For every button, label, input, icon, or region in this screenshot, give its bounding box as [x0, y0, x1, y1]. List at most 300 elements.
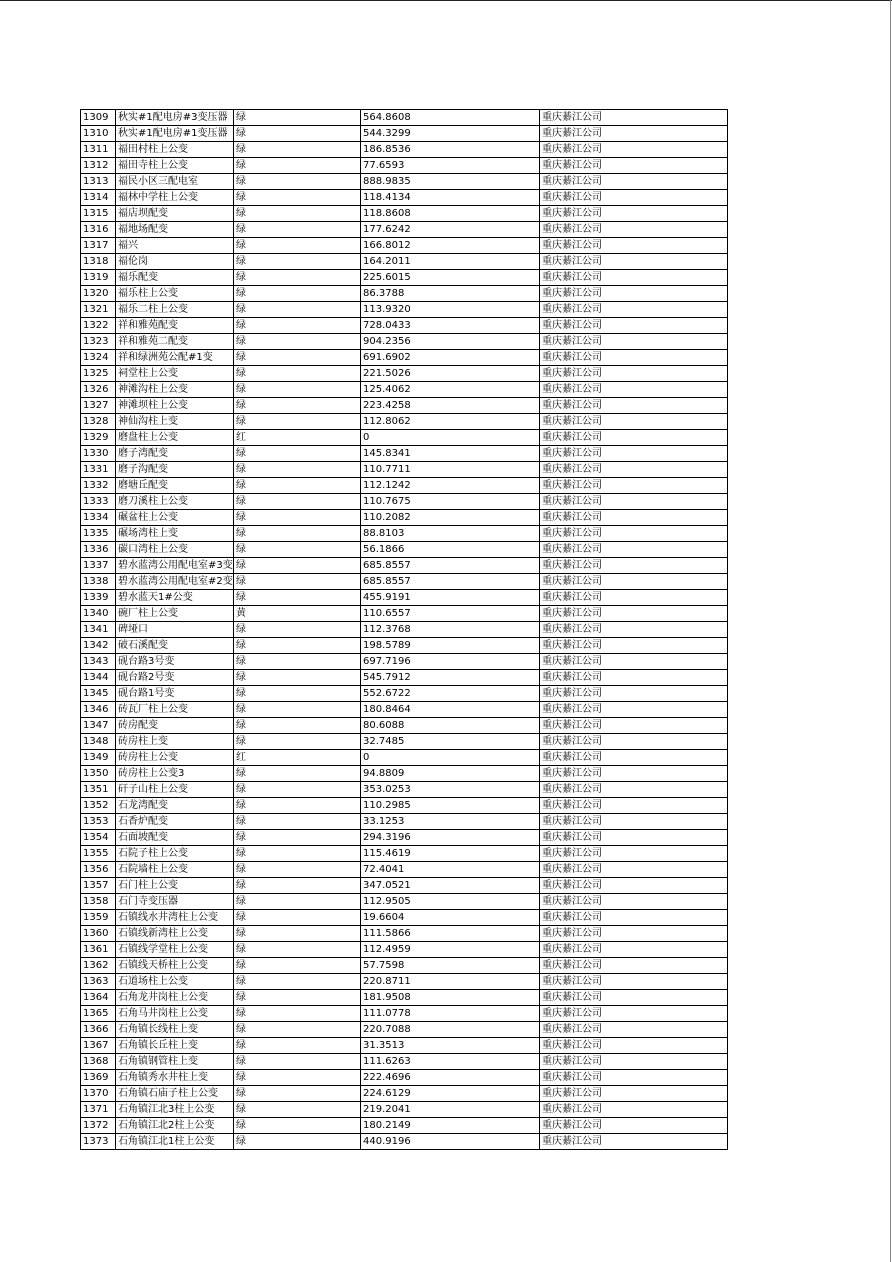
station-name-cell: 祠堂柱上公变: [116, 366, 234, 382]
value-cell: 904.2356: [361, 334, 540, 350]
value-cell: 697.7196: [361, 654, 540, 670]
row-id-cell: 1363: [81, 974, 116, 990]
station-name-cell: 福兴: [116, 238, 234, 254]
row-id-cell: 1353: [81, 814, 116, 830]
station-name-cell: 神滩沟柱上公变: [116, 382, 234, 398]
company-cell: 重庆綦江公司: [540, 734, 728, 750]
value-cell: 222.4696: [361, 1070, 540, 1086]
row-id-cell: 1334: [81, 510, 116, 526]
table-row: [81, 126, 728, 142]
row-id-cell: 1349: [81, 750, 116, 766]
row-id-cell: 1373: [81, 1134, 116, 1150]
row-id-cell: 1361: [81, 942, 116, 958]
station-name-cell: 石角镇长丘柱上变: [116, 1038, 234, 1054]
value-cell: 353.0253: [361, 782, 540, 798]
value-cell: 180.2149: [361, 1118, 540, 1134]
row-id-cell: 1339: [81, 590, 116, 606]
station-name-cell: 石角龙井岗柱上公变: [116, 990, 234, 1006]
status-cell: 绿: [234, 334, 361, 350]
value-cell: 110.2985: [361, 798, 540, 814]
status-cell: 绿: [234, 910, 361, 926]
station-name-cell: 福田寺柱上公变: [116, 158, 234, 174]
row-id-cell: 1367: [81, 1038, 116, 1054]
status-cell: 红: [234, 430, 361, 446]
table-row: [81, 846, 728, 862]
status-cell: 绿: [234, 414, 361, 430]
status-cell: 绿: [234, 462, 361, 478]
row-id-cell: 1317: [81, 238, 116, 254]
station-name-cell: 福林中学柱上公变: [116, 190, 234, 206]
value-cell: 80.6088: [361, 718, 540, 734]
value-cell: 220.7088: [361, 1022, 540, 1038]
status-cell: 绿: [234, 958, 361, 974]
station-name-cell: 砚台路2号变: [116, 670, 234, 686]
company-cell: 重庆綦江公司: [540, 878, 728, 894]
table-row: [81, 350, 728, 366]
company-cell: 重庆綦江公司: [540, 958, 728, 974]
value-cell: 112.3768: [361, 622, 540, 638]
status-cell: 绿: [234, 478, 361, 494]
company-cell: 重庆綦江公司: [540, 782, 728, 798]
station-name-cell: 石院墙柱上公变: [116, 862, 234, 878]
status-cell: 绿: [234, 718, 361, 734]
row-id-cell: 1323: [81, 334, 116, 350]
station-name-cell: 石镇线学堂柱上公变: [116, 942, 234, 958]
station-name-cell: 碳口湾柱上公变: [116, 542, 234, 558]
value-cell: 72.4041: [361, 862, 540, 878]
station-name-cell: 福地场配变: [116, 222, 234, 238]
station-name-cell: 石面坡配变: [116, 830, 234, 846]
table-row: [81, 590, 728, 606]
table-row: [81, 1006, 728, 1022]
company-cell: 重庆綦江公司: [540, 894, 728, 910]
value-cell: 691.6902: [361, 350, 540, 366]
company-cell: 重庆綦江公司: [540, 142, 728, 158]
table-row: [81, 878, 728, 894]
row-id-cell: 1337: [81, 558, 116, 574]
company-cell: 重庆綦江公司: [540, 1022, 728, 1038]
value-cell: 118.8608: [361, 206, 540, 222]
status-cell: 绿: [234, 942, 361, 958]
station-name-cell: 石香炉配变: [116, 814, 234, 830]
status-cell: 绿: [234, 702, 361, 718]
company-cell: 重庆綦江公司: [540, 510, 728, 526]
row-id-cell: 1345: [81, 686, 116, 702]
table-row: [81, 238, 728, 254]
station-name-cell: 碧水蓝天1#公变: [116, 590, 234, 606]
value-cell: 224.6129: [361, 1086, 540, 1102]
table-row: [81, 750, 728, 766]
value-cell: 221.5026: [361, 366, 540, 382]
table-row: [81, 1102, 728, 1118]
value-cell: 544.3299: [361, 126, 540, 142]
table-row: [81, 718, 728, 734]
table-row: [81, 206, 728, 222]
station-name-cell: 石院子柱上公变: [116, 846, 234, 862]
status-cell: 绿: [234, 494, 361, 510]
value-cell: 56.1866: [361, 542, 540, 558]
company-cell: 重庆綦江公司: [540, 350, 728, 366]
row-id-cell: 1326: [81, 382, 116, 398]
station-name-cell: 石角镇长线柱上变: [116, 1022, 234, 1038]
row-id-cell: 1357: [81, 878, 116, 894]
table-row: [81, 334, 728, 350]
station-name-cell: 石门柱上公变: [116, 878, 234, 894]
value-cell: 0: [361, 750, 540, 766]
row-id-cell: 1332: [81, 478, 116, 494]
company-cell: 重庆綦江公司: [540, 974, 728, 990]
value-cell: 112.1242: [361, 478, 540, 494]
company-cell: 重庆綦江公司: [540, 622, 728, 638]
status-cell: 绿: [234, 542, 361, 558]
row-id-cell: 1365: [81, 1006, 116, 1022]
status-cell: 绿: [234, 1102, 361, 1118]
table-row: [81, 798, 728, 814]
value-cell: 455.9191: [361, 590, 540, 606]
table-row: [81, 190, 728, 206]
company-cell: 重庆綦江公司: [540, 862, 728, 878]
row-id-cell: 1309: [81, 110, 116, 126]
page-right-border: [890, 0, 891, 1262]
table-row: [81, 654, 728, 670]
value-cell: 225.6015: [361, 270, 540, 286]
company-cell: 重庆綦江公司: [540, 382, 728, 398]
status-cell: 绿: [234, 974, 361, 990]
row-id-cell: 1313: [81, 174, 116, 190]
table-row: [81, 382, 728, 398]
station-name-cell: 石龙湾配变: [116, 798, 234, 814]
status-cell: 红: [234, 750, 361, 766]
company-cell: 重庆綦江公司: [540, 526, 728, 542]
station-name-cell: 碧水蓝湾公用配电室#2变: [116, 574, 234, 590]
table-row: [81, 1054, 728, 1070]
row-id-cell: 1328: [81, 414, 116, 430]
station-name-cell: 石角镇江北1柱上公变: [116, 1134, 234, 1150]
row-id-cell: 1331: [81, 462, 116, 478]
value-cell: 685.8557: [361, 574, 540, 590]
company-cell: 重庆綦江公司: [540, 654, 728, 670]
station-name-cell: 秋实#1配电房#3变压器: [116, 110, 234, 126]
row-id-cell: 1325: [81, 366, 116, 382]
status-cell: 绿: [234, 862, 361, 878]
row-id-cell: 1371: [81, 1102, 116, 1118]
station-name-cell: 祥和雅苑配变: [116, 318, 234, 334]
row-id-cell: 1336: [81, 542, 116, 558]
table-row: [81, 510, 728, 526]
table-row: [81, 1070, 728, 1086]
table-row: [81, 398, 728, 414]
row-id-cell: 1354: [81, 830, 116, 846]
row-id-cell: 1341: [81, 622, 116, 638]
station-name-cell: 砖瓦厂柱上公变: [116, 702, 234, 718]
row-id-cell: 1344: [81, 670, 116, 686]
row-id-cell: 1318: [81, 254, 116, 270]
table-row: [81, 574, 728, 590]
station-name-cell: 碾盆柱上公变: [116, 510, 234, 526]
company-cell: 重庆綦江公司: [540, 1102, 728, 1118]
data-table: [80, 109, 728, 1150]
row-id-cell: 1359: [81, 910, 116, 926]
station-name-cell: 碑垭口: [116, 622, 234, 638]
station-name-cell: 福乐配变: [116, 270, 234, 286]
row-id-cell: 1333: [81, 494, 116, 510]
station-name-cell: 破石溪配变: [116, 638, 234, 654]
company-cell: 重庆綦江公司: [540, 574, 728, 590]
station-name-cell: 福店坝配变: [116, 206, 234, 222]
status-cell: 绿: [234, 654, 361, 670]
company-cell: 重庆綦江公司: [540, 1054, 728, 1070]
status-cell: 绿: [234, 782, 361, 798]
status-cell: 绿: [234, 846, 361, 862]
value-cell: 545.7912: [361, 670, 540, 686]
station-name-cell: 福乐二柱上公变: [116, 302, 234, 318]
company-cell: 重庆綦江公司: [540, 254, 728, 270]
row-id-cell: 1366: [81, 1022, 116, 1038]
company-cell: 重庆綦江公司: [540, 718, 728, 734]
company-cell: 重庆綦江公司: [540, 286, 728, 302]
station-name-cell: 石镇线新湾柱上公变: [116, 926, 234, 942]
company-cell: 重庆綦江公司: [540, 1086, 728, 1102]
table-row: [81, 558, 728, 574]
company-cell: 重庆綦江公司: [540, 190, 728, 206]
station-name-cell: 矸子山柱上公变: [116, 782, 234, 798]
company-cell: 重庆綦江公司: [540, 174, 728, 190]
row-id-cell: 1312: [81, 158, 116, 174]
value-cell: 0: [361, 430, 540, 446]
status-cell: 绿: [234, 446, 361, 462]
table-row: [81, 894, 728, 910]
table-row: [81, 1022, 728, 1038]
row-id-cell: 1350: [81, 766, 116, 782]
company-cell: 重庆綦江公司: [540, 302, 728, 318]
row-id-cell: 1310: [81, 126, 116, 142]
row-id-cell: 1322: [81, 318, 116, 334]
table-row: [81, 942, 728, 958]
row-id-cell: 1319: [81, 270, 116, 286]
value-cell: 888.9835: [361, 174, 540, 190]
company-cell: 重庆綦江公司: [540, 702, 728, 718]
station-name-cell: 砖房柱上公变3: [116, 766, 234, 782]
company-cell: 重庆綦江公司: [540, 926, 728, 942]
station-name-cell: 神仙沟柱上变: [116, 414, 234, 430]
company-cell: 重庆綦江公司: [540, 766, 728, 782]
table-row: [81, 910, 728, 926]
status-cell: 绿: [234, 622, 361, 638]
station-name-cell: 福民小区三配电室: [116, 174, 234, 190]
value-cell: 88.8103: [361, 526, 540, 542]
status-cell: 绿: [234, 382, 361, 398]
station-name-cell: 砚台路3号变: [116, 654, 234, 670]
company-cell: 重庆綦江公司: [540, 750, 728, 766]
station-name-cell: 磨盘柱上公变: [116, 430, 234, 446]
table-row: [81, 494, 728, 510]
value-cell: 111.6263: [361, 1054, 540, 1070]
station-name-cell: 石道场柱上公变: [116, 974, 234, 990]
value-cell: 112.4959: [361, 942, 540, 958]
row-id-cell: 1356: [81, 862, 116, 878]
row-id-cell: 1360: [81, 926, 116, 942]
status-cell: 绿: [234, 638, 361, 654]
value-cell: 33.1253: [361, 814, 540, 830]
status-cell: 绿: [234, 1038, 361, 1054]
company-cell: 重庆綦江公司: [540, 366, 728, 382]
station-name-cell: 石门寺变压器: [116, 894, 234, 910]
value-cell: 111.0778: [361, 1006, 540, 1022]
company-cell: 重庆綦江公司: [540, 670, 728, 686]
status-cell: 绿: [234, 238, 361, 254]
value-cell: 294.3196: [361, 830, 540, 846]
status-cell: 绿: [234, 510, 361, 526]
row-id-cell: 1348: [81, 734, 116, 750]
value-cell: 181.9508: [361, 990, 540, 1006]
value-cell: 110.7711: [361, 462, 540, 478]
station-name-cell: 石镇线天桥柱上公变: [116, 958, 234, 974]
table-row: [81, 702, 728, 718]
row-id-cell: 1346: [81, 702, 116, 718]
table-row: [81, 270, 728, 286]
station-name-cell: 碗厂柱上公变: [116, 606, 234, 622]
value-cell: 180.8464: [361, 702, 540, 718]
company-cell: 重庆綦江公司: [540, 126, 728, 142]
status-cell: 绿: [234, 158, 361, 174]
station-name-cell: 祥和绿洲苑公配#1变: [116, 350, 234, 366]
table-row: [81, 670, 728, 686]
table-row: [81, 734, 728, 750]
table-row: [81, 222, 728, 238]
status-cell: 绿: [234, 558, 361, 574]
value-cell: 115.4619: [361, 846, 540, 862]
table-row: [81, 158, 728, 174]
company-cell: 重庆綦江公司: [540, 494, 728, 510]
row-id-cell: 1372: [81, 1118, 116, 1134]
table-row: [81, 782, 728, 798]
value-cell: 77.6593: [361, 158, 540, 174]
row-id-cell: 1335: [81, 526, 116, 542]
value-cell: 19.6604: [361, 910, 540, 926]
status-cell: 绿: [234, 686, 361, 702]
value-cell: 113.9320: [361, 302, 540, 318]
table-row: [81, 926, 728, 942]
company-cell: 重庆綦江公司: [540, 1118, 728, 1134]
station-name-cell: 祥和雅苑二配变: [116, 334, 234, 350]
company-cell: 重庆綦江公司: [540, 846, 728, 862]
status-cell: 绿: [234, 878, 361, 894]
value-cell: 125.4062: [361, 382, 540, 398]
table-row: [81, 830, 728, 846]
company-cell: 重庆綦江公司: [540, 158, 728, 174]
row-id-cell: 1338: [81, 574, 116, 590]
station-name-cell: 石镇线水井湾柱上公变: [116, 910, 234, 926]
table-row: [81, 862, 728, 878]
status-cell: 黄: [234, 606, 361, 622]
company-cell: 重庆綦江公司: [540, 686, 728, 702]
value-cell: 110.6557: [361, 606, 540, 622]
company-cell: 重庆綦江公司: [540, 542, 728, 558]
row-id-cell: 1369: [81, 1070, 116, 1086]
company-cell: 重庆綦江公司: [540, 430, 728, 446]
table-row: [81, 638, 728, 654]
table-row: [81, 142, 728, 158]
table-row: [81, 1118, 728, 1134]
row-id-cell: 1342: [81, 638, 116, 654]
status-cell: 绿: [234, 670, 361, 686]
status-cell: 绿: [234, 126, 361, 142]
company-cell: 重庆綦江公司: [540, 830, 728, 846]
company-cell: 重庆綦江公司: [540, 798, 728, 814]
status-cell: 绿: [234, 1022, 361, 1038]
status-cell: 绿: [234, 590, 361, 606]
status-cell: 绿: [234, 990, 361, 1006]
station-name-cell: 福乐柱上公变: [116, 286, 234, 302]
value-cell: 685.8557: [361, 558, 540, 574]
status-cell: 绿: [234, 318, 361, 334]
station-name-cell: 砖房柱上变: [116, 734, 234, 750]
value-cell: 145.8341: [361, 446, 540, 462]
table-row: [81, 542, 728, 558]
station-name-cell: 神滩坝柱上公变: [116, 398, 234, 414]
status-cell: 绿: [234, 254, 361, 270]
station-name-cell: 石角镇江北2柱上公变: [116, 1118, 234, 1134]
row-id-cell: 1364: [81, 990, 116, 1006]
value-cell: 347.0521: [361, 878, 540, 894]
company-cell: 重庆綦江公司: [540, 462, 728, 478]
company-cell: 重庆綦江公司: [540, 414, 728, 430]
value-cell: 118.4134: [361, 190, 540, 206]
table-row: [81, 302, 728, 318]
table-row: [81, 446, 728, 462]
table-row: [81, 478, 728, 494]
table-row: [81, 526, 728, 542]
table-row: [81, 462, 728, 478]
value-cell: 31.3513: [361, 1038, 540, 1054]
status-cell: 绿: [234, 894, 361, 910]
row-id-cell: 1329: [81, 430, 116, 446]
value-cell: 112.9505: [361, 894, 540, 910]
value-cell: 219.2041: [361, 1102, 540, 1118]
value-cell: 728.0433: [361, 318, 540, 334]
value-cell: 164.2011: [361, 254, 540, 270]
value-cell: 564.8608: [361, 110, 540, 126]
station-name-cell: 磨子湾配变: [116, 446, 234, 462]
station-name-cell: 石角镇钢管柱上变: [116, 1054, 234, 1070]
value-cell: 112.8062: [361, 414, 540, 430]
table-row: [81, 286, 728, 302]
status-cell: 绿: [234, 1054, 361, 1070]
table-row: [81, 366, 728, 382]
row-id-cell: 1358: [81, 894, 116, 910]
table-row: [81, 174, 728, 190]
value-cell: 32.7485: [361, 734, 540, 750]
value-cell: 223.4258: [361, 398, 540, 414]
value-cell: 110.2082: [361, 510, 540, 526]
station-name-cell: 福田村柱上公变: [116, 142, 234, 158]
row-id-cell: 1347: [81, 718, 116, 734]
status-cell: 绿: [234, 526, 361, 542]
value-cell: 186.8536: [361, 142, 540, 158]
status-cell: 绿: [234, 398, 361, 414]
value-cell: 220.8711: [361, 974, 540, 990]
value-cell: 440.9196: [361, 1134, 540, 1150]
station-name-cell: 砖房柱上公变: [116, 750, 234, 766]
table-row: [81, 686, 728, 702]
row-id-cell: 1324: [81, 350, 116, 366]
table-row: [81, 318, 728, 334]
status-cell: 绿: [234, 1086, 361, 1102]
value-cell: 166.8012: [361, 238, 540, 254]
row-id-cell: 1355: [81, 846, 116, 862]
status-cell: 绿: [234, 814, 361, 830]
table-row: [81, 1134, 728, 1150]
